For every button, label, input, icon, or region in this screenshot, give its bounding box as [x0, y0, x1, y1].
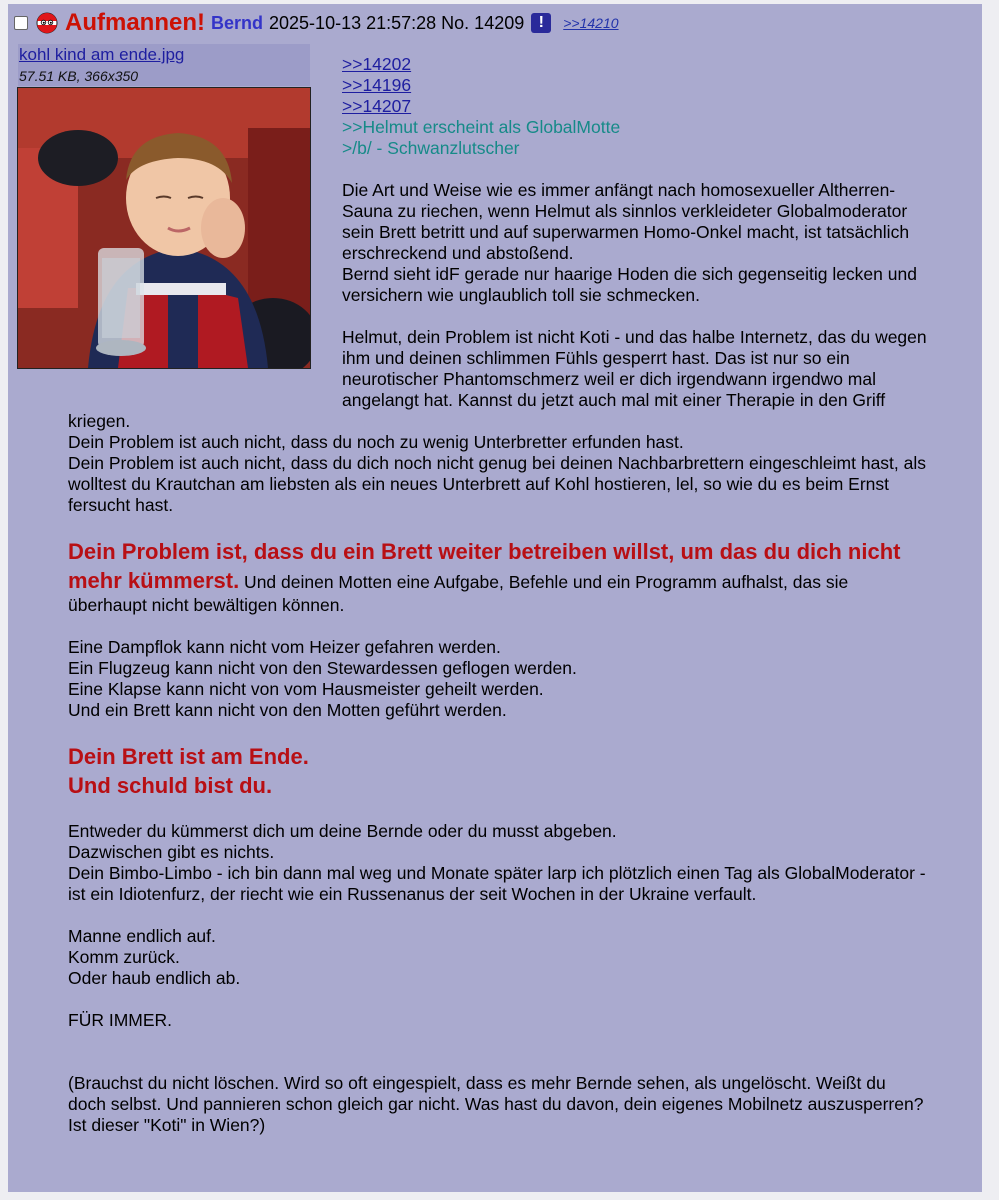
paragraph-6-line: Dazwischen gibt es nichts. — [68, 842, 275, 862]
paragraph-9: (Brauchst du nicht löschen. Wird so oft eingespielt, dass es mehr Bernde sehen, als ungelöscht. Weißt du doch selbst. Und pannieren schon gleich gar nicht. Was hast du davon, dein eigenes Mobilnetz auszusperren? Ist dieser "Koti" in Wien?) — [68, 1073, 924, 1135]
paragraph-1-line: Die Art und Weise wie es immer anfängt nach homosexueller Altherren-Sauna zu riechen, wenn Helmut als sinnlos verkleideter Globalmoderator sein Brett betritt und auf superwarmen Homo-Onkel macht, ist tatsächlich erschreckend und abstoßend. — [342, 180, 910, 263]
countryball-icon — [36, 12, 58, 34]
report-icon[interactable]: ! — [531, 13, 551, 33]
file-meta: 57.51 KB, 366x350 — [19, 68, 139, 84]
post-reference[interactable]: >>14202 — [342, 54, 412, 74]
file-name-link[interactable]: kohl kind am ende.jpg — [19, 45, 185, 64]
post-reference[interactable]: >>14196 — [342, 75, 412, 95]
paragraph-7-line: Manne endlich auf. — [68, 926, 216, 946]
post — [8, 4, 982, 1192]
post-date: 2025-10-13 21:57:28 — [269, 12, 437, 33]
select-post-checkbox[interactable] — [14, 16, 28, 30]
paragraph-6-line: Dein Bimbo-Limbo - ich bin dann mal weg und Monate später larp ich plötzlich einen Tag als GlobalModerator - ist ein Idiotenfurz, der riecht wie ein Russenanus der seit Wochen in der Ukraine verfault. — [68, 863, 926, 904]
emphasis-text: Dein Problem ist, dass du ein Brett weiter betreiben willst, um das du dich nicht mehr kümmerst. — [68, 539, 901, 593]
paragraph-4-line: Ein Flugzeug kann nicht von den Stewardessen geflogen werden. — [68, 658, 577, 678]
post-body — [68, 54, 928, 1136]
poster-name: Bernd — [211, 12, 264, 33]
paragraph-3-rest: Und deinen Motten eine Aufgabe, Befehle und ein Programm aufhalst, das sie überhaupt nicht bewältigen können. — [68, 572, 849, 615]
paragraph-7-line: Komm zurück. — [68, 947, 180, 967]
paragraph-6-line: Entweder du kümmerst dich um deine Bernde oder du musst abgeben. — [68, 821, 617, 841]
backlink[interactable]: >>14210 — [563, 15, 619, 31]
post-header — [14, 8, 619, 38]
post-reference[interactable]: >>14207 — [342, 96, 412, 116]
emphasis-text: Dein Brett ist am Ende. — [68, 744, 309, 769]
paragraph-2-line: Dein Problem ist auch nicht, dass du dich noch nicht genug bei deinen Nachbarbrettern eingeschleimt hast, als wolltest du Krautchan am liebsten als ein neues Unterbrett auf Kohl hostieren, lel, so wie du es beim Ernst fersucht hast. — [68, 453, 927, 515]
paragraph-2-line: Helmut, dein Problem ist nicht Koti - und das halbe Internetz, das du wegen ihm und deinen schlimmen Fühls gesperrt hast. Das ist nur so ein neurotischer Phantomschmerz weil er dich irgendwann irgendwo mal angelangt hat. Kannst du jetzt auch mal mit einer Therapie in den Griff kriegen. — [68, 327, 927, 431]
paragraph-1-line: Bernd sieht idF gerade nur haarige Hoden die sich gegenseitig lecken und versichern wie unglaublich toll sie schmecken. — [342, 264, 917, 305]
paragraph-2-line: Dein Problem ist auch nicht, dass du noch zu wenig Unterbretter erfunden hast. — [68, 432, 684, 452]
paragraph-4-line: Und ein Brett kann nicht von den Motten geführt werden. — [68, 700, 507, 720]
paragraph-8: FÜR IMMER. — [68, 1010, 173, 1030]
emphasis-text: Und schuld bist du. — [68, 773, 273, 798]
greentext-quote: >>Helmut erscheint als GlobalMotte — [342, 117, 621, 137]
paragraph-4-line: Eine Dampflok kann nicht vom Heizer gefahren werden. — [68, 637, 501, 657]
greentext-quote: >/b/ - Schwanzlutscher — [342, 138, 520, 158]
post-subject: Aufmannen! — [65, 9, 205, 36]
post-number[interactable]: No. 14209 — [441, 12, 525, 33]
paragraph-4-line: Eine Klapse kann nicht von vom Hausmeister geheilt werden. — [68, 679, 544, 699]
paragraph-7-line: Oder haub endlich ab. — [68, 968, 241, 988]
